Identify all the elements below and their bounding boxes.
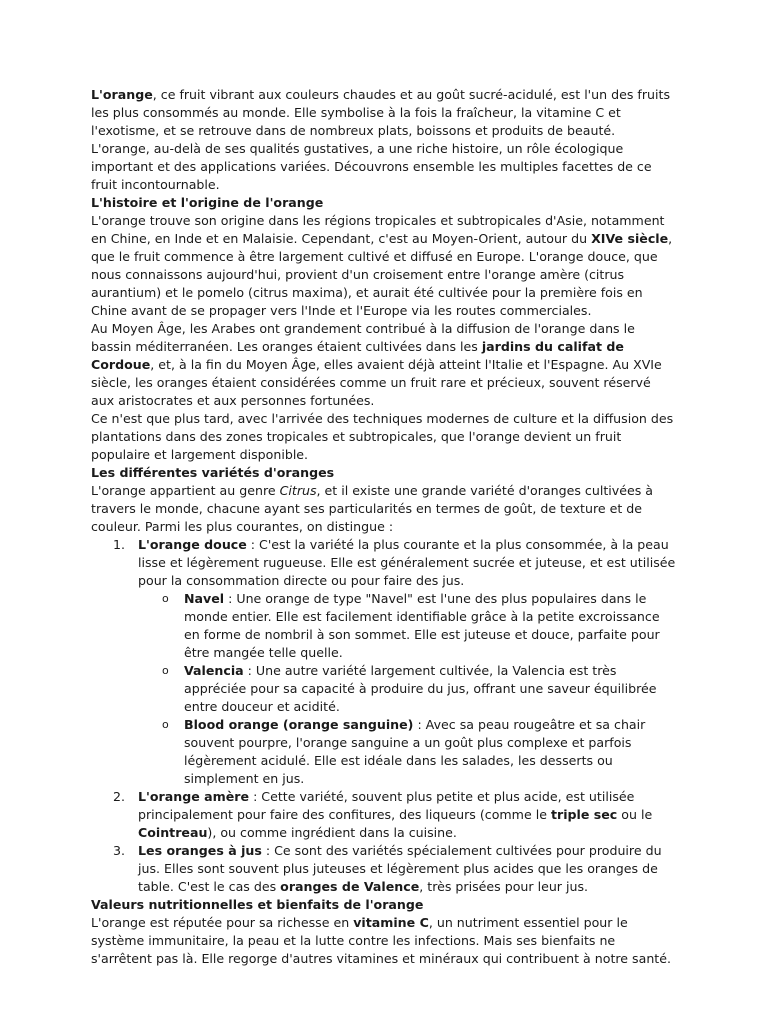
history-paragraph-1 [91,212,677,320]
list-item-text-c: ), ou comme ingrédient dans la cuisine. [207,825,457,840]
varieties-intro [91,482,677,536]
list-item-text-b: ou le [617,807,653,822]
sub-item-text: : Avec sa peau rougeâtre et sa chair souvent pourpre, l'orange sanguine a un goût plus complexe et parfois légèrement acidulé. Elle est idéale dans les salades, les desserts ou simplement en jus. [184,717,646,786]
nutrition-heading: Valeurs nutritionnelles et bienfaits de l'orange [91,897,424,912]
nutrition-text-b: , un nutriment essentiel pour le système immunitaire, la peau et la lutte contre les infections. Mais ses bienfaits ne s'arrêtent pas là. Elle regorge d'autres vitamines et minéraux qui contribuent à notre santé. [91,915,672,966]
history-p2-bold: jardins du califat de Cordoue [91,339,624,372]
history-paragraph-2 [91,320,677,410]
history-p1-text-a: L'orange trouve son origine dans les régions tropicales et subtropicales d'Asie, notamment en Chine, en Inde et en Malaisie. Cependant, c'est au Moyen-Orient, autour du [91,213,665,246]
intro-lead: L'orange [91,87,153,102]
list-item [91,842,677,896]
list-item-text-a: : Ce sont des variétés spécialement cultivées pour produire du jus. Elles sont souvent plus juteuses et légèrement plus acides que les oranges de table. C'est le cas des [138,843,662,894]
list-item-text-a: : Cette variété, souvent plus petite et plus acide, est utilisée principalement pour faire des confitures, des liqueurs (comme le [138,789,635,822]
document-page [91,86,677,968]
history-heading: L'histoire et l'origine de l'orange [91,195,324,210]
sub-list-item [138,662,677,716]
varieties-heading: Les différentes variétés d'oranges [91,465,335,480]
varieties-intro-italic: Citrus [279,483,317,498]
history-p1-bold: XIVe siècle [591,231,669,246]
intro-text: , ce fruit vibrant aux couleurs chaudes et au goût sucré-acidulé, est l'un des fruits les plus consommés au monde. Elle symbolise à la fois la fraîcheur, la vitamine C et l'exotisme, et se retrouve dans de nombreux plats, boissons et produits de beauté. L'orange, au-delà de ses qualités gustatives, a une riche histoire, un rôle écologique important et des applications variées. Découvrons ensemble les multiples facettes de ce fruit incontournable. [91,87,671,192]
list-item-title: Les oranges à jus [138,843,262,858]
list-item [91,788,677,842]
varieties-list [91,536,677,896]
nutrition-text-a: L'orange est réputée pour sa richesse en [91,915,354,930]
bullet-icon: o [162,592,169,605]
sub-list-item [138,590,677,662]
nutrition-bold: vitamine C [353,915,429,930]
list-item-text-b: , très prisées pour leur jus. [419,879,589,894]
list-item-text: : C'est la variété la plus courante et la plus consommée, à la peau lisse et légèrement rugueuse. Elle est généralement sucrée et juteuse, et est utilisée pour la consommation directe ou pour faire des jus. [138,537,676,588]
list-number: 1. [113,537,126,552]
sub-item-text: : Une autre variété largement cultivée, la Valencia est très appréciée pour sa capacité à produire du jus, offrant une saveur équilibrée entre douceur et acidité. [184,663,657,714]
list-item-title: L'orange douce [138,537,247,552]
varieties-intro-b: , et il existe une grande variété d'oranges cultivées à travers le monde, chacune ayant ses particularités en termes de goût, de texture et de couleur. Parmi les plus courantes, on distingue : [91,483,654,534]
intro-paragraph [91,86,677,194]
list-item-bold-1: oranges de Valence [280,879,420,894]
history-p2-text-a: Au Moyen Âge, les Arabes ont grandement contribué à la diffusion de l'orange dans le bassin méditerranéen. Les oranges étaient cultivées dans les [91,321,635,354]
subvarieties-list [138,590,677,788]
nutrition-paragraph [91,914,677,968]
list-item-title: L'orange amère [138,789,250,804]
list-item-bold-2: Cointreau [138,825,208,840]
sub-item-title: Navel [184,591,225,606]
list-item-bold-1: triple sec [550,807,618,822]
bullet-icon: o [162,664,169,677]
sub-item-title: Blood orange (orange sanguine) [184,717,414,732]
list-item [91,536,677,788]
history-p1-text-b: , que le fruit commence à être largement cultivé et diffusé en Europe. L'orange douce, que nous connaissons aujourd'hui, provient d'un croisement entre l'orange amère (citrus aurantium) et le pomelo (citrus maxima), et aurait été cultivée pour la première fois en Chine avant de se propager vers l'Inde et l'Europe via les routes commerciales. [91,231,673,318]
sub-item-title: Valencia [184,663,244,678]
sub-list-item [138,716,677,788]
varieties-intro-a: L'orange appartient au genre [91,483,280,498]
history-p2-text-b: , et, à la fin du Moyen Âge, elles avaient déjà atteint l'Italie et l'Espagne. Au XVIe siècle, les oranges étaient considérées comme un fruit rare et précieux, souvent réservé aux aristocrates et aux personnes fortunées. [91,357,662,408]
sub-item-text: : Une orange de type "Navel" est l'une des plus populaires dans le monde entier. Elle est facilement identifiable grâce à la petite excroissance en forme de nombril à son sommet. Elle est juteuse et douce, parfaite pour être mangée telle quelle. [184,591,660,660]
bullet-icon: o [162,718,169,731]
history-paragraph-3: Ce n'est que plus tard, avec l'arrivée des techniques modernes de culture et la diffusion des plantations dans des zones tropicales et subtropicales, que l'orange devient un fruit populaire et largement disponible. [91,411,674,462]
list-number: 2. [113,789,126,804]
list-number: 3. [113,843,126,858]
